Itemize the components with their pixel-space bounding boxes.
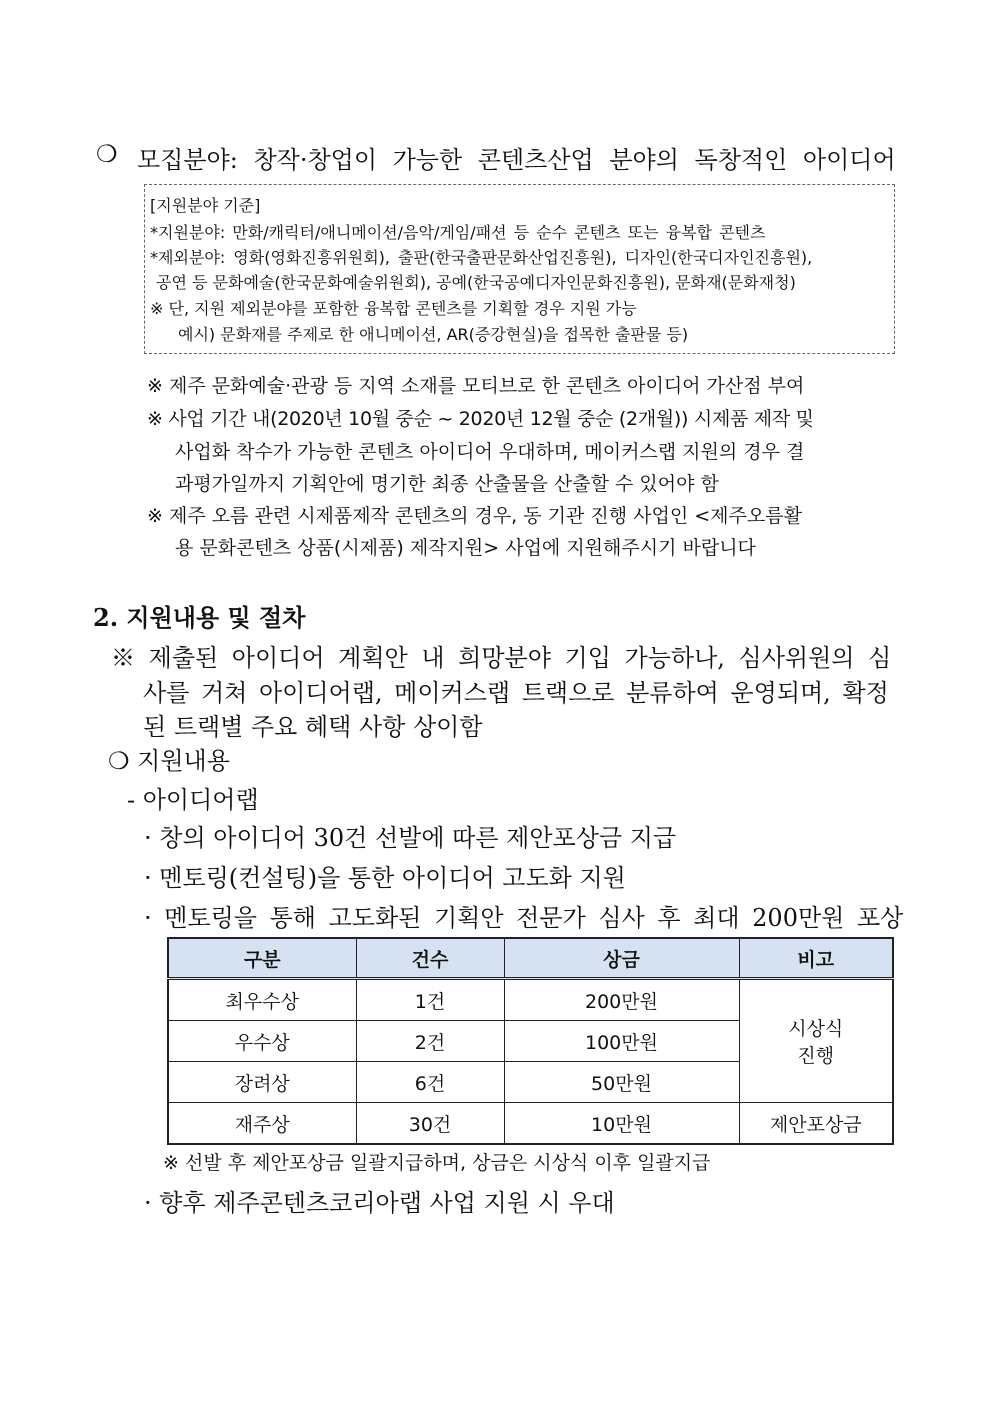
criteria-title: [지원분야 기준] [150, 196, 261, 215]
header-note: 비고 [739, 938, 893, 979]
notice-line-1: ※ 제출된 아이디어 계획안 내 희망분야 기입 가능하나, 심사위원의 심 [111, 644, 892, 672]
cell-category: 장려상 [168, 1062, 356, 1103]
recruit-field-line: 모집분야: 창작·창업이 가능한 콘텐츠산업 분야의 독창적인 아이디어 [137, 146, 896, 174]
cell-category: 우수상 [168, 1021, 356, 1062]
benefit-item-4: · 향후 제주콘텐츠코리아랩 사업 지원 시 우대 [144, 1189, 615, 1217]
header-prize: 상금 [504, 938, 739, 979]
notice-line-2: 사를 거쳐 아이디어랩, 메이커스랩 트랙으로 분류하여 운영되며, 확정 [143, 679, 889, 707]
table-row [168, 979, 893, 1021]
note-proceed: 진행 [797, 1045, 835, 1067]
note-bonus-points: ※ 제주 문화예술·관광 등 지역 소재를 모티브로 한 콘텐츠 아이디어 가산점 부여 [147, 375, 805, 397]
cell-category: 최우수상 [168, 979, 356, 1021]
table-row [168, 1103, 893, 1145]
support-heading: ❍ 지원내용 [108, 747, 230, 775]
criteria-example: 예시) 문화재를 주제로 한 애니메이션, AR(증강현실)을 접목한 출판물 등) [178, 325, 689, 344]
criteria-exception: ※ 단, 지원 제외분야를 포함한 융복합 콘텐츠를 기획할 경우 지원 가능 [150, 299, 637, 318]
benefit-item-3: · 멘토링을 통해 고도화된 기획안 전문가 심사 후 최대 200만원 포상 [144, 904, 904, 932]
recruit-bullet: ❍ [96, 140, 118, 168]
cell-count: 1건 [356, 979, 504, 1021]
header-category: 구분 [168, 938, 356, 979]
criteria-support-fields: *지원분야: 만화/캐릭터/애니메이션/음악/게임/패션 등 순수 콘텐츠 또는 융복합 콘텐츠 [150, 223, 766, 242]
notice-line-3: 된 트랙별 주요 혜택 사항 상이함 [143, 713, 483, 741]
cell-note-merged [739, 979, 893, 1103]
cell-count: 6건 [356, 1062, 504, 1103]
cell-count: 30건 [356, 1103, 504, 1145]
note-period: ※ 사업 기간 내(2020년 10월 중순 ~ 2020년 12월 중순 (2개월)) 시제품 제작 및 [147, 408, 814, 430]
benefit-item-2: · 멘토링(컨설팅)을 통한 아이디어 고도화 지원 [144, 864, 626, 892]
header-count: 건수 [356, 938, 504, 979]
note-oreum: ※ 제주 오름 관련 시제품제작 콘텐츠의 경우, 동 기관 진행 사업인 <제주오름활 [147, 505, 802, 527]
cell-note: 제안포상금 [739, 1103, 893, 1145]
benefit-item-1: · 창의 아이디어 30건 선발에 따른 제안포상금 지급 [144, 824, 677, 852]
cell-count: 2건 [356, 1021, 504, 1062]
cell-prize: 100만원 [504, 1021, 739, 1062]
note-period-cont2: 과평가일까지 기획안에 명기한 최종 산출물을 산출할 수 있어야 함 [175, 473, 719, 495]
note-award-ceremony: 시상식 [788, 1018, 844, 1040]
prize-table [167, 937, 894, 1145]
cell-category: 재주상 [168, 1103, 356, 1145]
note-period-cont1: 사업화 착수가 가능한 콘텐츠 아이디어 우대하며, 메이커스랩 지원의 경우 결 [175, 441, 805, 463]
criteria-excluded-fields-cont: 공연 등 문화예술(한국문화예술위원회), 공예(한국공예디자인문화진흥원), 문화재(문화재청) [156, 273, 796, 292]
table-footnote: ※ 선발 후 제안포상금 일괄지급하며, 상금은 시상식 이후 일괄지급 [163, 1152, 711, 1174]
table-header-row [168, 938, 893, 979]
idea-lab-heading: - 아이디어랩 [127, 786, 259, 814]
cell-prize: 10만원 [504, 1103, 739, 1145]
criteria-excluded-fields: *제외분야: 영화(영화진흥위원회), 출판(한국출판문화산업진흥원), 디자인(한국디자인진흥원), [150, 248, 813, 267]
note-oreum-cont: 용 문화콘텐츠 상품(시제품) 제작지원> 사업에 지원해주시기 바랍니다 [175, 537, 756, 559]
section-heading: 2. 지원내용 및 절차 [93, 603, 306, 632]
cell-prize: 50만원 [504, 1062, 739, 1103]
cell-prize: 200만원 [504, 979, 739, 1021]
